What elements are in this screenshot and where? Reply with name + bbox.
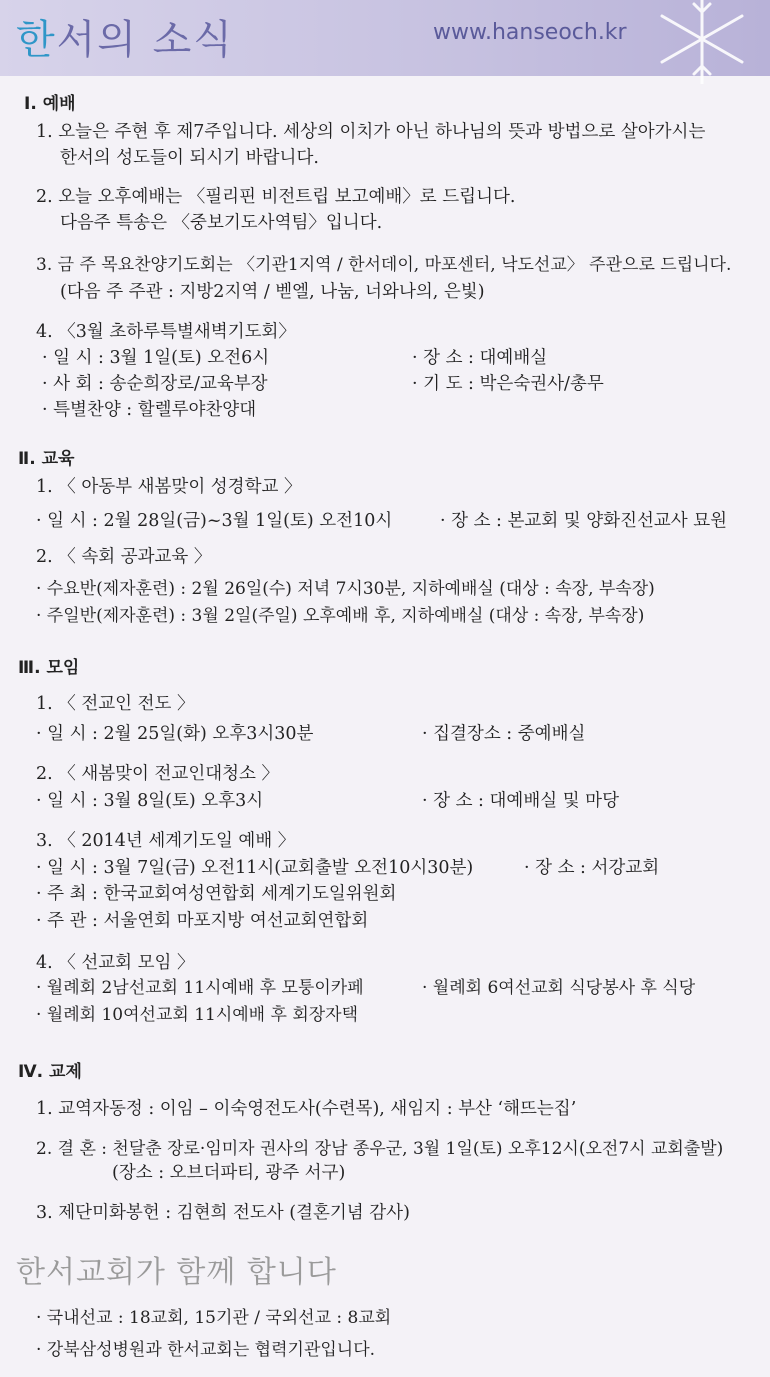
- website-link[interactable]: www.hanseoch.kr: [433, 20, 627, 45]
- worship-item-4-host: · 사 회 : 송순희장로/교육부장: [42, 374, 268, 394]
- fellowship-item-1: 1. 교역자동정 : 이임 – 이숙영전도사(수련목), 새임지 : 부산 ‘해뜨는집’: [36, 1099, 577, 1119]
- footer-partner-info: · 강북삼성병원과 한서교회는 협력기관입니다.: [36, 1340, 376, 1360]
- gathering-item-4-meeting-c: · 월례회 10여선교회 11시예배 후 회장자택: [36, 1005, 359, 1025]
- gathering-item-1-title: 1. 〈 전교인 전도 〉: [36, 694, 195, 714]
- fellowship-item-2-line-1: 2. 결 혼 : 천달춘 장로·임미자 권사의 장남 종우군, 3월 1일(토) 오후12시(오전7시 교회출발): [36, 1139, 724, 1159]
- worship-item-4-place: · 장 소 : 대예배실: [412, 348, 548, 368]
- education-item-1-place: · 장 소 : 본교회 및 양화진선교사 묘원: [440, 511, 728, 531]
- worship-item-4-title: 4. 〈3월 초하루특별새벽기도회〉: [36, 322, 296, 342]
- gathering-item-1-place: · 집결장소 : 중예배실: [422, 724, 586, 744]
- gathering-item-1-date: · 일 시 : 2월 25일(화) 오후3시30분: [36, 724, 314, 744]
- section-gathering-title: Ⅲ. 모임: [18, 658, 80, 678]
- education-item-2-title: 2. 〈 속회 공과교육 〉: [36, 547, 212, 567]
- gathering-item-3-place: · 장 소 : 서강교회: [524, 858, 660, 878]
- gathering-item-2-title: 2. 〈 새봄맞이 전교인대청소 〉: [36, 764, 279, 784]
- section-education-title: Ⅱ. 교육: [18, 449, 75, 469]
- worship-item-3-line-2: (다음 주 주관 : 지방2지역 / 벧엘, 나눔, 너와나의, 은빛): [60, 282, 485, 302]
- gathering-item-4-title: 4. 〈 선교회 모임 〉: [36, 953, 195, 973]
- gathering-item-3-organizer: · 주 관 : 서울연회 마포지방 여선교회연합회: [36, 911, 369, 931]
- gathering-item-3-host: · 주 최 : 한국교회여성연합회 세계기도일위원회: [36, 884, 397, 904]
- gathering-item-2-place: · 장 소 : 대예배실 및 마당: [422, 791, 619, 811]
- fellowship-item-3: 3. 제단미화봉헌 : 김현희 전도사 (결혼기념 감사): [36, 1203, 410, 1223]
- worship-item-4-date: · 일 시 : 3월 1일(토) 오전6시: [42, 348, 270, 368]
- section-worship-title: Ⅰ. 예배: [24, 94, 76, 114]
- gathering-item-3-title: 3. 〈 2014년 세계기도일 예배 〉: [36, 831, 296, 851]
- worship-item-2-line-2: 다음주 특송은 〈중보기도사역팀〉입니다.: [60, 213, 383, 233]
- gathering-item-4-meeting-b: · 월례회 6여선교회 식당봉사 후 식당: [422, 978, 696, 998]
- worship-item-1-line-2: 한서의 성도들이 되시기 바랍니다.: [60, 148, 319, 168]
- education-item-1-date: · 일 시 : 2월 28일(금)~3월 1일(토) 오전10시: [36, 511, 393, 531]
- gathering-item-4-meeting-a: · 월례회 2남선교회 11시예배 후 모퉁이카페: [36, 978, 364, 998]
- worship-item-2-line-1: 2. 오늘 오후예배는 〈필리핀 비전트립 보고예배〉로 드립니다.: [36, 187, 516, 207]
- education-item-1-title: 1. 〈 아동부 새봄맞이 성경학교 〉: [36, 477, 302, 497]
- worship-item-4-prayer: · 기 도 : 박은숙권사/총무: [412, 374, 604, 394]
- title-rest: 서의 소식: [56, 17, 234, 63]
- education-item-2-sunday: · 주일반(제자훈련) : 3월 2일(주일) 오후예배 후, 지하예배실 (대상 : 속장, 부속장): [36, 606, 645, 626]
- education-item-2-wednesday: · 수요반(제자훈련) : 2월 26일(수) 저녁 7시30분, 지하예배실 (대상 : 속장, 부속장): [36, 579, 655, 599]
- fellowship-item-2-line-2: (장소 : 오브더파티, 광주 서구): [112, 1163, 346, 1183]
- worship-item-3-line-1: 3. 금 주 목요찬양기도회는 〈기관1지역 / 한서데이, 마포센터, 낙도선교〉 주관으로 드립니다.: [36, 255, 732, 275]
- gathering-item-2-date: · 일 시 : 3월 8일(토) 오후3시: [36, 791, 264, 811]
- title-first-char: 한: [16, 17, 57, 63]
- worship-item-4-special-song: · 특별찬양 : 할렐루야찬양대: [42, 400, 257, 420]
- footer-title: 한서교회가 함께 합니다: [16, 1255, 337, 1290]
- gathering-item-3-date: · 일 시 : 3월 7일(금) 오전11시(교회출발 오전10시30분): [36, 858, 474, 878]
- worship-item-1-line-1: 1. 오늘은 주현 후 제7주입니다. 세상의 이치가 아닌 하나님의 뜻과 방법으로 살아가시는: [36, 122, 706, 142]
- section-fellowship-title: Ⅳ. 교제: [18, 1062, 82, 1082]
- footer-mission-info: · 국내선교 : 18교회, 15기관 / 국외선교 : 8교회: [36, 1308, 392, 1328]
